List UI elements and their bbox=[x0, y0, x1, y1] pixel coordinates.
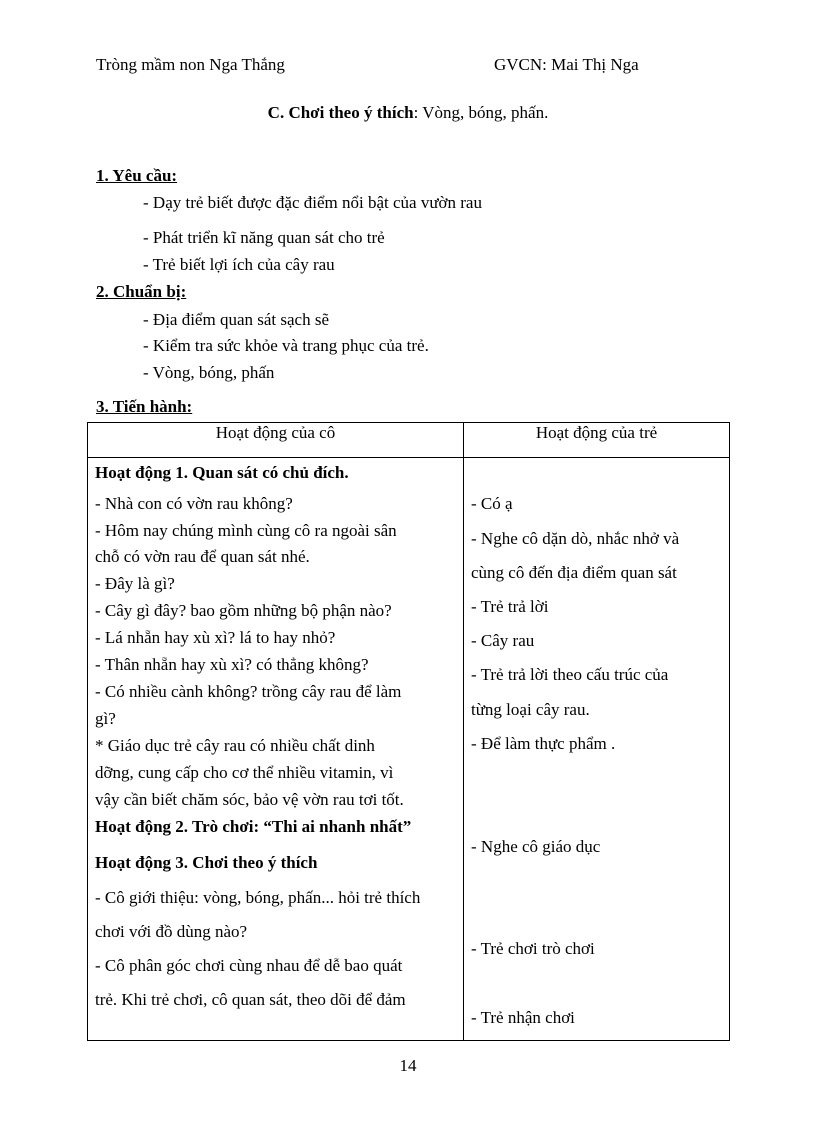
children-activities-cell bbox=[464, 458, 730, 1041]
col-header-teacher: Hoạt động của cô bbox=[88, 423, 464, 458]
table-line: - Cây rau bbox=[471, 631, 535, 650]
teacher-activities-cell bbox=[88, 458, 464, 1041]
table-line: - Có ạ bbox=[471, 494, 513, 513]
table-line: * Giáo dục trẻ cây rau có nhiều chất dinh bbox=[95, 736, 375, 755]
list-item: - Phát triển kĩ năng quan sát cho trẻ bbox=[143, 228, 385, 247]
table-line: - Hôm nay chúng mình cùng cô ra ngoài sân bbox=[95, 521, 397, 540]
list-item: - Dạy trẻ biết được đặc điểm nổi bật của vườn rau bbox=[143, 193, 482, 212]
table-line: chỗ có vờn rau để quan sát nhé. bbox=[95, 547, 310, 566]
table-line: - Nghe cô giáo dục bbox=[471, 837, 601, 856]
yeu-cau-heading: 1. Yêu cầu: bbox=[96, 166, 178, 185]
list-item: - Trẻ biết lợi ích của cây rau bbox=[143, 255, 335, 274]
list-item: - Vòng, bóng, phấn bbox=[143, 363, 275, 382]
table-line: Hoạt động 1. Quan sát có chủ đích. bbox=[95, 463, 349, 482]
list-item: - Kiểm tra sức khỏe và trang phục của trẻ. bbox=[143, 336, 429, 355]
table-line: - Cây gì đây? bao gồm những bộ phận nào? bbox=[95, 601, 392, 620]
chuan-bi-heading: 2. Chuẩn bị: bbox=[96, 282, 187, 301]
table-line: Hoạt động 2. Trò chơi: “Thi ai nhanh nhất” bbox=[95, 817, 412, 836]
header-teacher: GVCN: Mai Thị Nga bbox=[494, 55, 639, 74]
page-number: 14 bbox=[399, 1056, 417, 1075]
table-line: - Có nhiều cành không? trồng cây rau để làm bbox=[95, 682, 402, 701]
table-line: Hoạt động 3. Chơi theo ý thích bbox=[95, 853, 318, 872]
table-line: - Đây là gì? bbox=[95, 574, 175, 593]
section-title-rest: : Vòng, bóng, phấn. bbox=[413, 103, 549, 122]
section-title bbox=[0, 104, 816, 121]
table-line: - Trẻ trả lời theo cấu trúc của bbox=[471, 665, 669, 684]
table-line: - Nhà con có vờn rau không? bbox=[95, 494, 293, 513]
header-school: Tròng mầm non Nga Thắng bbox=[96, 55, 285, 74]
table-line: gì? bbox=[95, 709, 116, 728]
table-line: - Trẻ nhận chơi bbox=[471, 1008, 575, 1027]
table-line: vậy cần biết chăm sóc, bảo vệ vờn rau tơi tốt. bbox=[95, 790, 404, 809]
section-title-bold: C. Chơi theo ý thích bbox=[267, 103, 414, 122]
table-line: - Lá nhẵn hay xù xì? lá to hay nhỏ? bbox=[95, 628, 336, 647]
table-line: - Trẻ chơi trò chơi bbox=[471, 939, 595, 958]
tien-hanh-heading: 3. Tiến hành: bbox=[96, 397, 193, 416]
table-line: - Cô giới thiệu: vòng, bóng, phấn... hỏi trẻ thích bbox=[95, 888, 421, 907]
table-line: - Thân nhẵn hay xù xì? có thẳng không? bbox=[95, 655, 369, 674]
table-line: chơi với đồ dùng nào? bbox=[95, 922, 248, 941]
table-line: - Trẻ trả lời bbox=[471, 597, 549, 616]
col-header-children: Hoạt động của trẻ bbox=[464, 423, 730, 458]
table-line: dỡng, cung cấp cho cơ thể nhiều vitamin, vì bbox=[95, 763, 394, 782]
list-item: - Địa điểm quan sát sạch sẽ bbox=[143, 310, 329, 329]
table-line: cùng cô đến địa điểm quan sát bbox=[471, 563, 677, 582]
table-line: - Nghe cô dặn dò, nhắc nhở và bbox=[471, 529, 680, 548]
activity-table bbox=[87, 422, 730, 1041]
table-line: trẻ. Khi trẻ chơi, cô quan sát, theo dõi để đảm bbox=[95, 990, 406, 1009]
table-line: từng loại cây rau. bbox=[471, 700, 590, 719]
table-line: - Để làm thực phẩm . bbox=[471, 734, 616, 753]
table-line: - Cô phân góc chơi cùng nhau để dễ bao quát bbox=[95, 956, 403, 975]
